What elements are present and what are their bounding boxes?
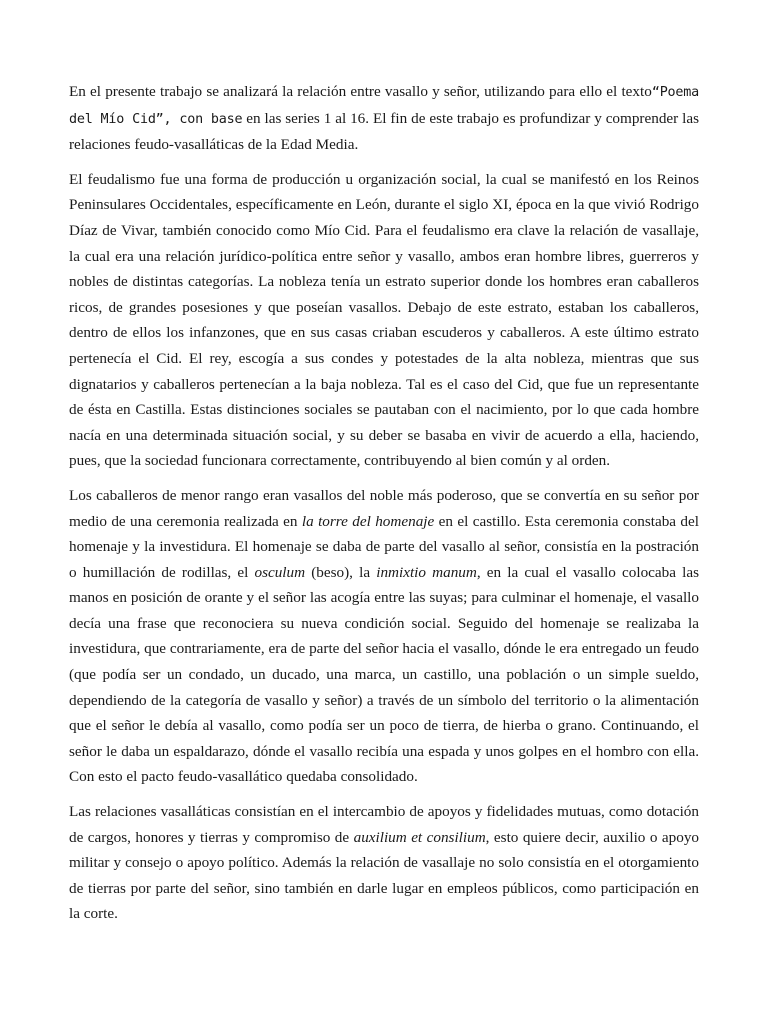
ceremony-text-a: Los caballeros de menor rango eran vasallos del noble más poderoso, que se convertía en su señor por medio de una ceremonia realizada en	[69, 486, 699, 530]
document-page	[69, 79, 699, 927]
relations-term-auxilium: auxilium et consilium	[353, 828, 486, 846]
poem-title-reference: “Poema del Mío Cid”, con base	[69, 85, 699, 127]
intro-text: En el presente trabajo se analizará la relación entre vasallo y señor, utilizando para ello el texto	[69, 83, 652, 100]
paragraph-vassal-relations	[69, 799, 699, 927]
ceremony-term-inmixtio: inmixtio manum	[376, 563, 477, 581]
paragraph-introduction	[69, 79, 699, 158]
paragraph-feudalism: El feudalismo fue una forma de producción u organización social, la cual se manifestó en los Reinos Peninsulares Occidentales, específicamente en León, durante el siglo XI, época en la que vivió Rodrigo Díaz de Vivar, también conocido como Mío Cid. Para el feudalismo era clave la relación de vasallaje, la cual era una relación jurídico-política entre señor y vasallo, ambos eran hombre libres, guerreros y nobles de distintas categorías. La nobleza tenía un estrato superior donde los hombres eran caballeros ricos, de grandes posesiones y que poseían vasallos. Debajo de este estrato, estaban los caballeros, dentro de ellos los infanzones, que en sus casas criaban escuderos y caballeros. A este último estrato pertenecía el Cid. El rey, escogía a sus condes y potestades de la alta nobleza, mientras que sus dignatarios y caballeros pertenecían a la baja nobleza. Tal es el caso del Cid, que fue un representante de ésta en Castilla. Estas distinciones sociales se pautaban con el nacimiento, por lo que cada hombre nacía en una determinada situación social, y su deber se basaba en vivir de acuerdo a ella, haciendo, pues, que la sociedad funcionara correctamente, contribuyendo al bien común y al orden.	[69, 170, 699, 470]
intro-text-continued: en las series 1 al 16. El fin de este trabajo es profundizar y comprender las relaciones feudo-vasalláticas de la Edad Media.	[69, 109, 699, 154]
relations-text-a: Las relaciones vasalláticas consistían en el intercambio de apoyos y fidelidades mutuas, como dotación de cargos, honores y tierras y compromiso de	[69, 803, 699, 846]
ceremony-text-d: , en la cual el vasallo colocaba las manos en posición de orante y el señor las acogía entre las suyas; para culminar el homenaje, el vasallo decía una frase que reconociera su nueva condición social. Seguido del homenaje se realizaba la investidura, que contrariamente, era de parte del señor hacia el vasallo, dónde le era entregado un feudo (que podía ser un condado, un ducado, una marca, un castillo, una población o un simple sueldo, dependiendo de la categoría de vasallo y señor) a través de un símbolo del territorio o la alimentación que el señor le debía al vasallo, como podía ser un poco de tierra, de hierba o grano. Continuando, el señor le daba un espaldarazo, dónde el vasallo recibía una espada y unos golpes en el hombro con ella. Con esto el pacto feudo-vasallático quedaba consolidado.	[69, 563, 700, 786]
paragraph-ceremony	[69, 483, 699, 790]
ceremony-text-b: en el castillo. Esta ceremonia constaba del homenaje y la investidura. El homenaje se daba de parte del vasallo al señor, consistía en la postración o humillación de rodillas, el	[69, 512, 699, 581]
ceremony-term-osculum: osculum	[254, 563, 306, 581]
ceremony-text-c: (beso), la	[305, 563, 377, 581]
ceremony-term-torre: la torre del homenaje	[301, 512, 435, 530]
relations-text-b: , esto quiere decir, auxilio o apoyo militar y consejo o apoyo político. Además la relación de vasallaje no solo consistía en el otorgamiento de tierras por parte del señor, sino también en darle lugar en empleos públicos, como participación en la corte.	[69, 828, 700, 923]
